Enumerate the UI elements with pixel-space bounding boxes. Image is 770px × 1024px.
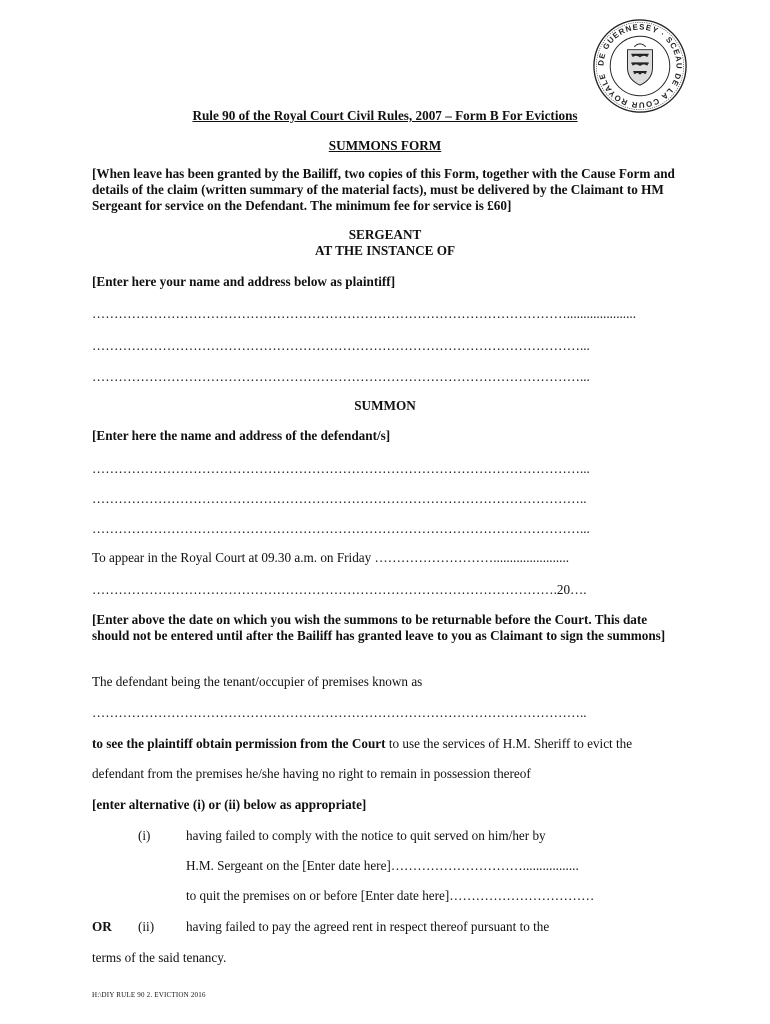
svg-text:DE GUERNESEY · SCEAU DE LA COU: DE GUERNESEY · SCEAU DE LA COUR ROYALE [596, 22, 684, 110]
summon-heading: SUMMON [354, 398, 416, 413]
date-instructions: [Enter above the date on which you wish the summons to be returnable before the Court. This date should not be entered until after the Bailiff has granted leave to you as Claimant to sign the summons] [92, 612, 666, 643]
form-heading: SUMMONS FORM [328, 138, 442, 153]
option-i-quit-date[interactable]: to quit the premises on or before [Enter date here]…………………………… [186, 888, 595, 903]
appear-text[interactable]: To appear in the Royal Court at 09.30 a.m. on Friday ………………………....................... [92, 550, 570, 565]
plaintiff-line-3[interactable]: …………………………………………………………………………………………………... [92, 369, 590, 384]
option-i-served-date[interactable]: H.M. Sergeant on the [Enter date here]…………………………................. [186, 858, 579, 873]
premises-text: The defendant being the tenant/occupier of premises known as [92, 674, 423, 689]
option-i-text: having failed to comply with the notice to quit served on him/her by [186, 828, 546, 843]
option-i-label: (i) [138, 828, 151, 843]
permission-rest: to use the services of H.M. Sheriff to evict the [385, 736, 633, 751]
permission-paragraph [92, 736, 632, 752]
premises-line[interactable]: ………………………………………………………………………………………………….. [92, 705, 587, 720]
permission-bold: to see the plaintiff obtain permission from the Court [92, 736, 386, 751]
defendant-prompt: [Enter here the name and address of the defendant/s] [92, 428, 391, 443]
option-ii-text: having failed to pay the agreed rent in respect thereof pursuant to the [186, 919, 550, 934]
form-title: Rule 90 of the Royal Court Civil Rules, 2007 – Form B For Evictions [192, 108, 578, 123]
return-date-line[interactable]: …………………………………………………………………………………………….20…. [92, 582, 587, 597]
defendant-premises-text: defendant from the premises he/she having no right to remain in possession thereof [92, 766, 531, 781]
option-ii-label: (ii) [138, 919, 155, 934]
service-instructions: [When leave has been granted by the Bailiff, two copies of this Form, together with the Cause Form and details of the claim (written summary of the material facts), must be delivered by the Claimant to HM Sergeant for service on the Defendant. The minimum fee for service is £60] [92, 166, 675, 213]
defendant-line-3[interactable]: …………………………………………………………………………………………………... [92, 521, 590, 536]
sergeant-heading: SERGEANT [348, 227, 422, 242]
plaintiff-line-1[interactable]: ………………………………………………………………………………………………..................... [92, 306, 636, 321]
footer-path: H:\DIY RULE 90 2. EVICTION 2016 [92, 991, 206, 999]
royal-court-seal [592, 18, 688, 114]
plaintiff-prompt: [Enter here your name and address below as plaintiff] [92, 274, 396, 289]
defendant-line-1[interactable]: …………………………………………………………………………………………………... [92, 461, 590, 476]
defendant-line-2[interactable]: ………………………………………………………………………………………………….. [92, 491, 587, 506]
or-label: OR [92, 919, 112, 934]
plaintiff-line-2[interactable]: …………………………………………………………………………………………………... [92, 338, 590, 353]
alternative-prompt: [enter alternative (i) or (ii) below as appropriate] [92, 797, 367, 812]
at-instance-heading: AT THE INSTANCE OF [314, 243, 456, 258]
tenancy-text: terms of the said tenancy. [92, 950, 227, 965]
